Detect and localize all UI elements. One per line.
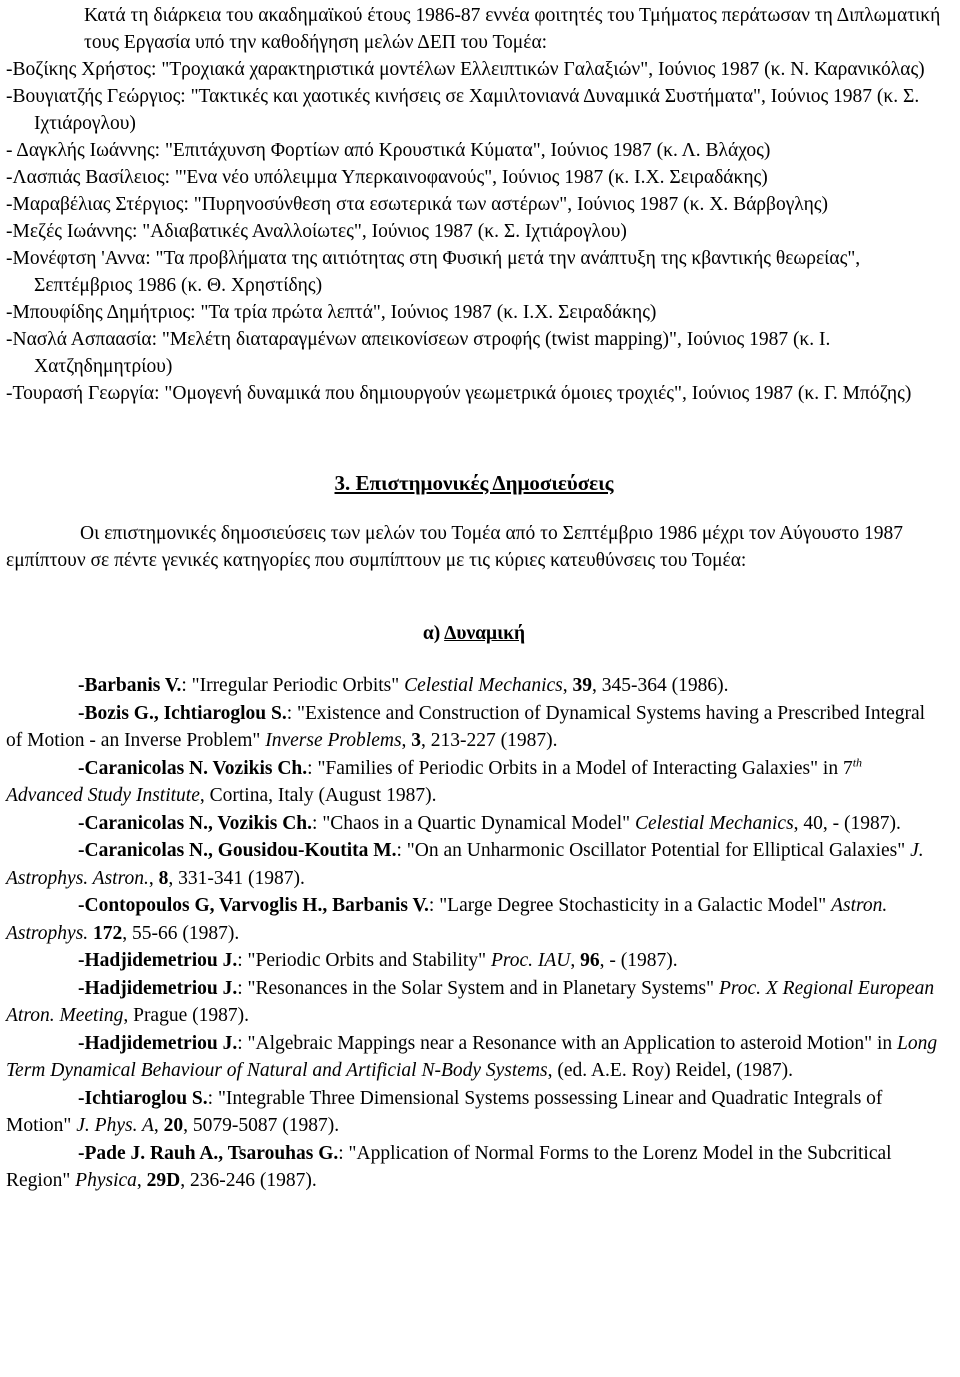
section-title: 3. Επιστημονικές Δημοσιεύσεις (334, 471, 614, 495)
reference-text: : "Chaos in a Quartic Dynamical Model" (312, 812, 635, 834)
reference-journal: Inverse Problems (265, 730, 402, 751)
references-list (6, 672, 942, 1195)
reference-text: , (136, 1170, 147, 1191)
reference-authors: -Caranicolas N., Vozikis Ch. (78, 812, 313, 834)
reference-authors: -Caranicolas N., Gousidou-Koutita M. (78, 840, 397, 861)
reference-text: : "Algebraic Mappings near a Resonance with an Application to asteroid Motion" in (237, 1032, 898, 1054)
reference-authors: -Bozis G., Ichtiaroglou S. (78, 702, 287, 724)
reference-text: , (570, 950, 581, 971)
reference-text: , (401, 730, 412, 751)
reference-journal: Astron. Astrophys. (6, 895, 888, 944)
reference-authors: -Barbanis V. (78, 675, 182, 696)
reference-text: : "Irregular Periodic Orbits" (181, 675, 405, 696)
thesis-entry: -Λασπιάς Βασίλειος: "'Ενα νέο υπόλειμμα Υπερκαινοφανούς", Ιούνιος 1987 (κ. Ι.Χ. Σειραδάκης) (6, 167, 768, 188)
thesis-entry: -Τουρασή Γεωργία: "Ομογενή δυναμικά που δημιουργούν γεωμετρικά όμοιες τροχιές", Ιούνιος 1987 (κ. Γ. Μπόζης) (6, 383, 912, 404)
reference-journal: Physica (75, 1170, 137, 1191)
subsection-heading (6, 620, 942, 647)
reference-authors: -Pade J. Rauh A., Tsarouhas G. (78, 1142, 339, 1164)
reference-text: , (562, 675, 573, 696)
reference-authors: 39 (572, 675, 593, 696)
reference-text: , 331-341 (1987). (168, 867, 305, 889)
reference-text: , - (1987). (599, 950, 678, 971)
reference-authors: 29D (146, 1170, 181, 1191)
thesis-entry: -Βουγιατζής Γεώργιος: "Τακτικές και χαοτικές κινήσεις σε Χαμιλτονιανά Δυναμικά Συστήματα", Ιούνιος 1987 (κ. Σ. Ιχτιάρογλου) (6, 86, 920, 134)
thesis-entry: -Μεζές Ιωάννης: "Αδιαβατικές Αναλλοίωτες", Ιούνιος 1987 (κ. Σ. Ιχτιάρογλου) (6, 221, 627, 242)
reference-entry (6, 1085, 942, 1140)
reference-journal: Advanced Study Institute (6, 785, 200, 806)
reference-authors: -Hadjidemetriou J. (78, 1032, 238, 1054)
thesis-entry: -Μαραβέλιας Στέργιος: "Πυρηνοσύνθεση στα εσωτερικά των αστέρων", Ιούνιος 1987 (κ. Χ. Βάρβογλης) (6, 194, 829, 215)
thesis-entry: -Βοζίκης Χρήστος: "Τροχιακά χαρακτηριστικά μοντέλων Ελλειπτικών Γαλαξιών", Ιούνιος 1987 (κ. Ν. Καρανικόλας) (6, 59, 925, 80)
reference-entry (6, 672, 942, 700)
reference-authors: 20 (163, 1115, 184, 1136)
reference-authors: 3 (411, 730, 422, 751)
reference-text: , (ed. A.E. Roy) Reidel, (1987). (547, 1060, 793, 1081)
theses-list (6, 56, 942, 407)
reference-authors: 172 (93, 922, 123, 944)
reference-text: : "Families of Periodic Orbits in a Model of Interacting Galaxies" in 7 (307, 757, 853, 779)
reference-authors: -Caranicolas N. Vozikis Ch. (78, 757, 308, 779)
thesis-entry: -Μπουφίδης Δημήτριος: "Τα τρία πρώτα λεπτά", Ιούνιος 1987 (κ. Ι.Χ. Σειραδάκης) (6, 302, 657, 323)
reference-entry (6, 1140, 942, 1195)
reference-text: , 55-66 (1987). (122, 922, 240, 944)
reference-text: : "Resonances in the Solar System and in Planetary Systems" (237, 977, 719, 999)
section-paragraph: Οι επιστημονικές δημοσιεύσεις των μελών του Τομέα από το Σεπτέμβριο 1986 μέχρι τον Αύγουστο 1987 εμπίπτουν σε πέντε γενικές κατηγορίες που συμπίπτουν με τις κύριες κατευθύνσεις του Τομέα: (6, 523, 903, 571)
reference-entry (6, 1030, 942, 1085)
reference-text: , 236-246 (1987). (180, 1170, 317, 1191)
reference-text: : "On an Unharmonic Oscillator Potential for Elliptical Galaxies" (396, 840, 911, 861)
reference-entry (6, 947, 942, 975)
reference-journal: Celestial Mechanics (635, 812, 794, 834)
reference-text: : "Existence and Construction of Dynamical Systems having a Prescribed Integral of Motion - an Inverse Problem" (6, 702, 926, 751)
reference-journal: J. Phys. A (76, 1115, 154, 1136)
reference-text: , 345-364 (1986). (592, 675, 729, 696)
reference-text: , 213-227 (1987). (421, 730, 558, 751)
reference-text: : "Periodic Orbits and Stability" (237, 950, 491, 971)
reference-authors: -Hadjidemetriou J. (78, 977, 238, 999)
reference-text: , (148, 867, 159, 889)
reference-authors: 8 (158, 867, 169, 889)
reference-text: : "Large Degree Stochasticity in a Galactic Model" (428, 895, 832, 916)
reference-authors: -Contopoulos G, Varvoglis H., Barbanis V. (78, 895, 429, 916)
thesis-entry: -Νασλά Ασπαασία: "Μελέτη διαταραγμένων απεικονίσεων στροφής (twist mapping)", Ιούνιος 1987 (κ. Ι. Χατζηδημητρίου) (6, 329, 831, 377)
reference-entry (6, 755, 942, 810)
reference-journal: J. Astrophys. Astron. (6, 840, 924, 889)
reference-text: th (852, 755, 863, 769)
reference-entry (6, 810, 942, 838)
reference-authors: -Ichtiaroglou S. (78, 1087, 208, 1109)
reference-text: , Prague (1987). (123, 1005, 249, 1026)
reference-text: , 5079-5087 (1987). (183, 1115, 340, 1136)
reference-entry (6, 975, 942, 1030)
subsection-title: Δυναμική (444, 623, 526, 644)
thesis-entry: -Μονέφτση 'Αννα: "Τα προβλήματα της αιτιότητας στη Φυσική μετά την ανάπτυξη της κβαντικής θεωρείας", Σεπτέμβριος 1986 (κ. Θ. Χρηστίδης) (6, 248, 861, 296)
reference-authors: -Hadjidemetriou J. (78, 950, 238, 971)
subsection-prefix: α) (422, 623, 445, 644)
reference-authors: 96 (580, 950, 600, 971)
reference-journal: Long Term Dynamical Behaviour of Natural and Artificial N-Body Systems (6, 1032, 938, 1081)
reference-text: : "Application of Normal Forms to the Lorenz Model in the Subcritical Region" (6, 1142, 892, 1191)
reference-journal: Celestial Mechanics (404, 675, 563, 696)
reference-entry (6, 700, 942, 755)
thesis-entry: - Δαγκλής Ιωάννης: "Επιτάχυνση Φορτίων από Κρουστικά Κύματα", Ιούνιος 1987 (κ. Λ. Βλάχος) (6, 140, 771, 161)
reference-entry (6, 837, 942, 892)
reference-text: , Cortina, Italy (August 1987). (199, 785, 437, 806)
reference-text: , (153, 1115, 164, 1136)
reference-entry (6, 892, 942, 947)
intro-paragraph: Κατά τη διάρκεια του ακαδημαϊκού έτους 1986-87 εννέα φοιτητές του Τμήματος περάτωσαν τη Διπλωματική τους Εργασία υπό την καθοδήγηση μελών ΔΕΠ του Τομέα: (84, 5, 941, 53)
reference-journal: Proc. IAU (490, 950, 571, 971)
reference-text: : "Integrable Three Dimensional Systems possessing Linear and Quadratic Integrals of Motion" (6, 1087, 883, 1136)
reference-journal: Proc. X Regional European Atron. Meeting (6, 977, 935, 1026)
reference-text: , 40, - (1987). (793, 812, 901, 834)
